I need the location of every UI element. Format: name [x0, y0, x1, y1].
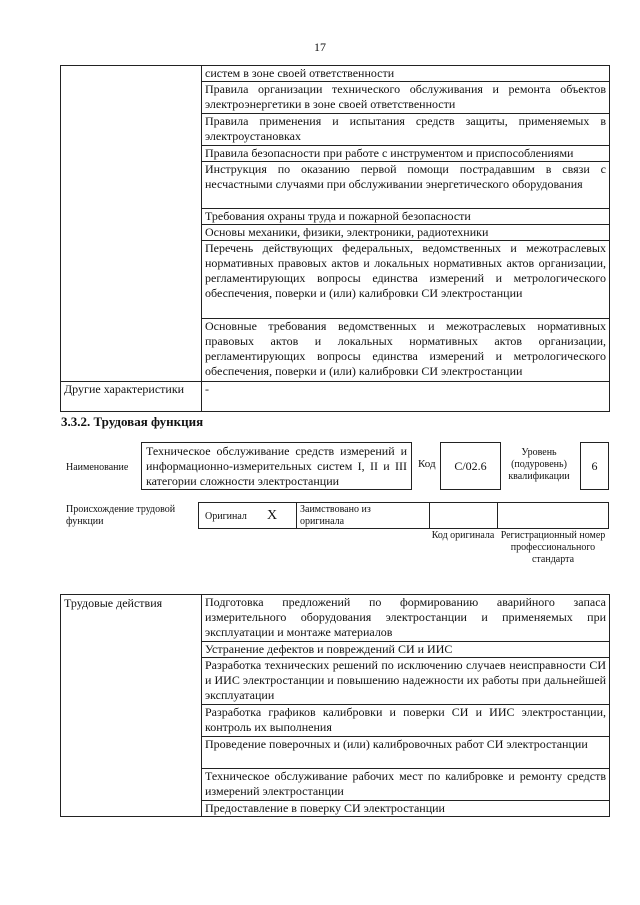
qualification-level-value: 6 [591, 458, 598, 473]
qualification-level-label: Уровень (подуровень) квалификации [508, 447, 570, 482]
knowledge-item: Правила применения и испытания средств защиты, применяемых в электроустановках [202, 114, 610, 146]
knowledge-item: Основы механики, физики, электроники, радиотехники [202, 225, 610, 241]
other-characteristics-label: Другие характеристики [61, 382, 202, 412]
knowledge-table [60, 65, 610, 412]
labor-action-item: Техническое обслуживание рабочих мест по калибровке и ремонту средств измерений электростанции [202, 769, 610, 801]
borrowed-label: Заимствовано из оригинала [300, 504, 371, 527]
code-value: C/02.6 [454, 458, 487, 473]
code-box [440, 442, 501, 490]
labor-action-item: Разработка технических решений по исключению случаев неисправности СИ и ИИС электростанции и повышению надежности их работы при дальнейшей эксплуатации [202, 658, 610, 705]
labor-action-item: Подготовка предложений по формированию аварийного запаса измерительного оборудования электростанции и применяемых при эксплуатации и монтаже материалов [202, 595, 610, 642]
function-name-box [141, 442, 412, 490]
knowledge-item: Правила организации технического обслуживания и ремонта объектов электроэнергетики в зоне своей ответственности [202, 82, 610, 114]
page-number: 17 [314, 40, 326, 54]
labor-action-item: Предоставление в поверку СИ электростанции [202, 801, 610, 817]
function-name-value: Техническое обслуживание средств измерений и информационно-измерительных систем I, II и III категории сложности электростанции [146, 444, 407, 488]
knowledge-item: Перечень действующих федеральных, ведомственных и межотраслевых нормативных правовых актов и локальных нормативных актов организации, регламентирующих вопросы единства измерений и метрологического обеспечения, поверки и (или) калибровки СИ электростанции [202, 241, 610, 319]
knowledge-item: Требования охраны труда и пожарной безопасности [202, 209, 610, 225]
knowledge-item: систем в зоне своей ответственности [202, 66, 610, 82]
labor-action-item: Устранение дефектов и повреждений СИ и ИИС [202, 642, 610, 658]
section-title: 3.3.2. Трудовая функция [61, 414, 204, 429]
origin-label: Происхождение трудовой функции [66, 504, 176, 527]
labor-action-item: Разработка графиков калибровки и поверки СИ и ИИС электростанции, контроль их выполнения [202, 705, 610, 737]
code-original-label: Код оригинала [431, 530, 495, 541]
original-mark: X [267, 508, 278, 523]
knowledge-item: Основные требования ведомственных и межотраслевых нормативных правовых актов и локальных нормативных актов организации, регламентирующих вопросы единства измерений и метрологического обеспечения, поверки и (или) калибровки СИ электростанции [202, 319, 610, 382]
qualification-level-box [580, 442, 609, 490]
other-characteristics-value: - [202, 382, 610, 412]
name-label: Наименование [66, 462, 129, 473]
registration-number-label: Регистрационный номер профессионального стандарта [500, 530, 606, 565]
origin-table [198, 502, 609, 529]
knowledge-label-cell [61, 66, 202, 382]
labor-actions-label: Трудовые действия [61, 595, 202, 817]
original-label: Оригинал [205, 511, 247, 522]
labor-action-item: Проведение поверочных и (или) калибровочных работ СИ электростанции [202, 737, 610, 769]
labor-actions-table [60, 594, 610, 817]
knowledge-item: Инструкция по оказанию первой помощи пострадавшим в связи с несчастными случаями при обслуживании энергетического оборудования [202, 162, 610, 209]
knowledge-item: Правила безопасности при работе с инструментом и приспособлениями [202, 146, 610, 162]
code-label: Код [418, 458, 436, 470]
